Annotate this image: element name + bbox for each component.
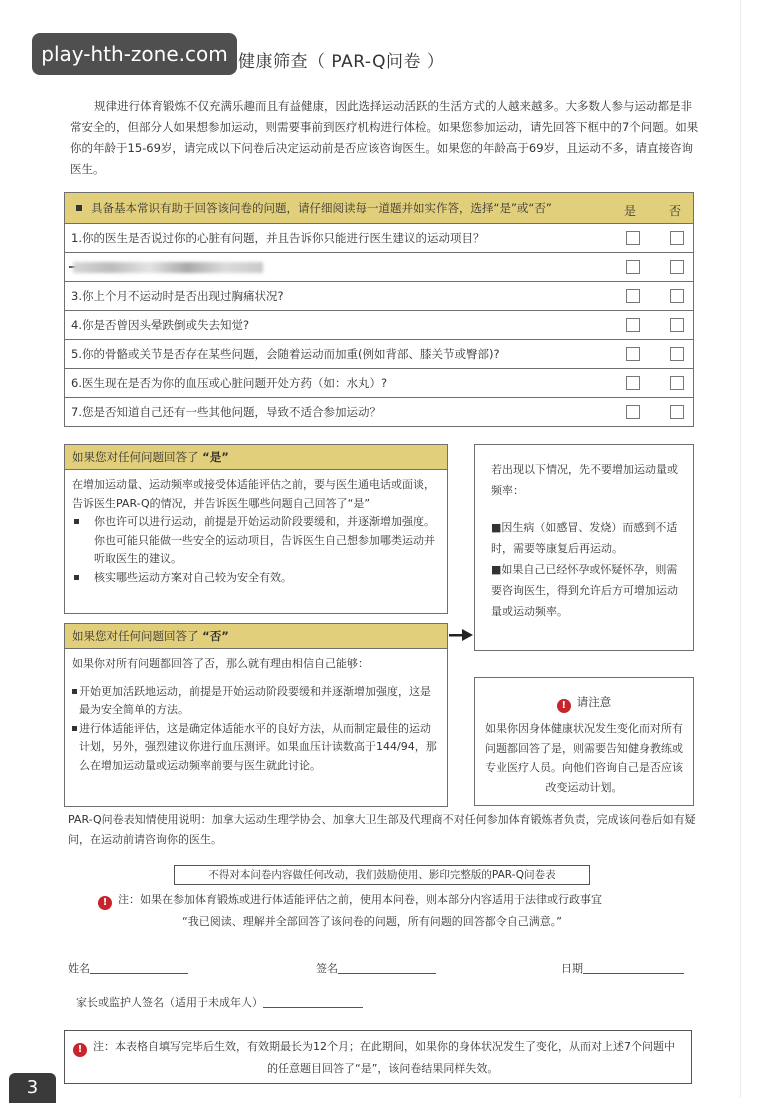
yes-checkbox[interactable] xyxy=(626,289,640,303)
yes-checkbox[interactable] xyxy=(626,347,640,361)
question-text: 5.你的骨骼或关节是否存在某些问题，会随着运动而加重(例如背部、膝关节或臀部)? xyxy=(71,347,500,361)
watermark-banner: play-hth-zone.com xyxy=(32,33,237,75)
yes-checkbox[interactable] xyxy=(626,260,640,274)
no-modify-banner: 不得对本问卷内容做任何改动，我们鼓励使用、影印完整版的PAR-Q问卷表 xyxy=(174,865,590,885)
question-row-2 xyxy=(65,253,693,282)
if-no-header: 如果您对任何问题回答了 “否” xyxy=(65,624,447,649)
if-yes-quote: “是” xyxy=(202,450,229,464)
validity-note-line-2: 的任意题目回答了“是”，该问卷结果同样失效。 xyxy=(267,1062,499,1075)
if-yes-box xyxy=(64,444,448,614)
no-column-header: 否 xyxy=(669,204,682,218)
questionnaire-header xyxy=(65,193,693,224)
delay-item-illness: ■因生病（如感冒、发烧）而感到不适时，需要等康复后再运动。 xyxy=(491,521,678,555)
name-label: 姓名 xyxy=(68,962,90,975)
attention-title: 请注意 xyxy=(576,695,612,709)
question-text: 7.您是否知道自己还有一些其他问题，导致不适合参加运动？ xyxy=(71,405,381,419)
question-row-1 xyxy=(65,224,693,253)
if-yes-header: 如果您对任何问题回答了 “是” xyxy=(65,445,447,470)
date-label: 日期 xyxy=(561,962,583,975)
signature-label: 签名 xyxy=(316,962,338,975)
question-text: 4.你是否曾因头晕跌倒或失去知觉? xyxy=(71,318,250,332)
if-yes-bullet-2: 核实哪些运动方案对自己较为安全有效。 xyxy=(72,569,439,588)
question-row-7 xyxy=(65,398,693,426)
no-checkbox[interactable] xyxy=(670,405,684,419)
yes-checkbox[interactable] xyxy=(626,318,640,332)
no-checkbox[interactable] xyxy=(670,347,684,361)
if-no-bullet-1: 开始更加活跃地运动，前提是开始运动阶段要缓和并逐渐增加强度，这是最为安全简单的方法。 xyxy=(72,683,439,720)
question-row-3 xyxy=(65,282,693,311)
question-text: 6.医生现在是否为你的血压或心脏问题开处方药（如：水丸）? xyxy=(71,376,388,390)
if-no-quote: “否” xyxy=(202,629,229,643)
delay-exercise-box xyxy=(474,444,694,651)
attention-text: 如果你因身体健康状况发生变化而对所有问题都回答了是，则需要告知健身教练或专业医疗人员。向他们咨询自己是否应该改变运动计划。 xyxy=(485,722,683,794)
question-row-4 xyxy=(65,311,693,340)
no-checkbox[interactable] xyxy=(670,231,684,245)
signature-field xyxy=(316,960,436,976)
attention-header xyxy=(475,694,693,713)
question-text: 1.你的医生是否说过你的心脏有问题，并且告诉你只能进行医生建议的运动项目？ xyxy=(71,231,485,245)
no-checkbox[interactable] xyxy=(670,318,684,332)
questionnaire-table xyxy=(64,192,694,427)
page-number-tab: 3 xyxy=(9,1073,56,1103)
date-field xyxy=(561,960,684,976)
no-checkbox[interactable] xyxy=(670,289,684,303)
question-row-6 xyxy=(65,369,693,398)
if-no-bullet-2: 进行体适能评估，这是确定体适能水平的良好方法，从而制定最佳的运动计划，另外，强烈建议你进行血压测评。如果血压计读数高于144/94，那么在增加运动量或运动频率前要与医生就此讨论。 xyxy=(72,720,439,776)
yes-checkbox[interactable] xyxy=(626,376,640,390)
questionnaire-instructions: 具备基本常识有助于回答该问卷的问题，请仔细阅读每一道题并如实作答，选择“是”或“否” xyxy=(91,201,552,215)
if-no-text: 如果你对所有问题都回答了否，那么就有理由相信自己能够： xyxy=(72,657,369,670)
validity-note-line-1: 注：本表格自填写完毕后生效，有效期最长为12个月；在此期间，如果你的身体状况发生了变化，从而对上述7个问题中 xyxy=(93,1040,675,1053)
guardian-label: 家长或监护人签名（适用于未成年人） xyxy=(76,996,263,1009)
yes-column-header: 是 xyxy=(624,204,637,218)
guardian-field xyxy=(76,994,363,1010)
if-yes-bullet-1: 你也许可以进行运动，前提是开始运动阶段要缓和，并逐渐增加强度。你也可能只能做一些安全的运动项目，告诉医生自己想参加哪类运动并听取医生的建议。 xyxy=(72,513,439,569)
name-line[interactable] xyxy=(90,962,188,974)
usage-note: PAR-Q问卷表知情使用说明：加拿大运动生理学协会、加拿大卫生部及代理商不对任何参加体育锻炼者负责，完成该问卷后如有疑问，在运动前请咨询你的医生。 xyxy=(68,813,696,846)
name-field xyxy=(68,960,188,976)
legal-note-line-1: 注：如果在参加体育锻炼或进行体适能评估之前，使用本问卷，则本部分内容适用于法律或行政事宜 xyxy=(118,893,602,906)
signature-line[interactable] xyxy=(338,962,436,974)
validity-note-box xyxy=(64,1030,692,1084)
date-line[interactable] xyxy=(583,962,684,974)
legal-note xyxy=(98,889,602,933)
redacted-question-text xyxy=(73,262,263,273)
if-no-box xyxy=(64,623,448,807)
question-row-5 xyxy=(65,340,693,369)
page-title: 健康筛查（ PAR-Q问卷 ） xyxy=(238,52,445,72)
alert-icon: ! xyxy=(557,699,571,713)
square-bullet-icon xyxy=(76,205,82,211)
no-checkbox[interactable] xyxy=(670,260,684,274)
attention-box xyxy=(474,677,694,806)
if-yes-text: 在增加运动量、运动频率或接受体适能评估之前，要与医生通电话或面谈，告诉医生PAR-Q的情况，并告诉医生哪些问题自己回答了“是” xyxy=(72,478,435,510)
question-text: 3.你上个月不运动时是否出现过胸痛状况? xyxy=(71,289,284,303)
guardian-line[interactable] xyxy=(263,996,363,1008)
alert-icon: ! xyxy=(73,1043,87,1057)
no-checkbox[interactable] xyxy=(670,376,684,390)
legal-note-line-2: “我已阅读、理解并全部回答了该问卷的问题，所有问题的回答都令自己满意。” xyxy=(182,915,562,928)
delay-item-pregnancy: ■如果自己已经怀孕或怀疑怀孕，则需要咨询医生，得到允许后方可增加运动量或运动频率。 xyxy=(491,563,678,618)
yes-checkbox[interactable] xyxy=(626,231,640,245)
alert-icon: ! xyxy=(98,896,112,910)
arrow-right-icon xyxy=(449,629,473,641)
intro-paragraph: 规律进行体育锻炼不仅充满乐趣而且有益健康，因此选择运动活跃的生活方式的人越来越多。大多数人参与运动都是非常安全的，但部分人如果想参加运动，则需要事前到医疗机构进行体检。如果您参加运动，请先回答下框中的7个问题。如果你的年龄于15-69岁，请完成以下问卷后决定运动前是否应该咨询医生。如果您的年龄高于69岁，且运动不多，请直接咨询医生。 xyxy=(70,99,699,176)
yes-checkbox[interactable] xyxy=(626,405,640,419)
delay-intro: 若出现以下情况，先不要增加运动量或频率： xyxy=(491,463,678,497)
